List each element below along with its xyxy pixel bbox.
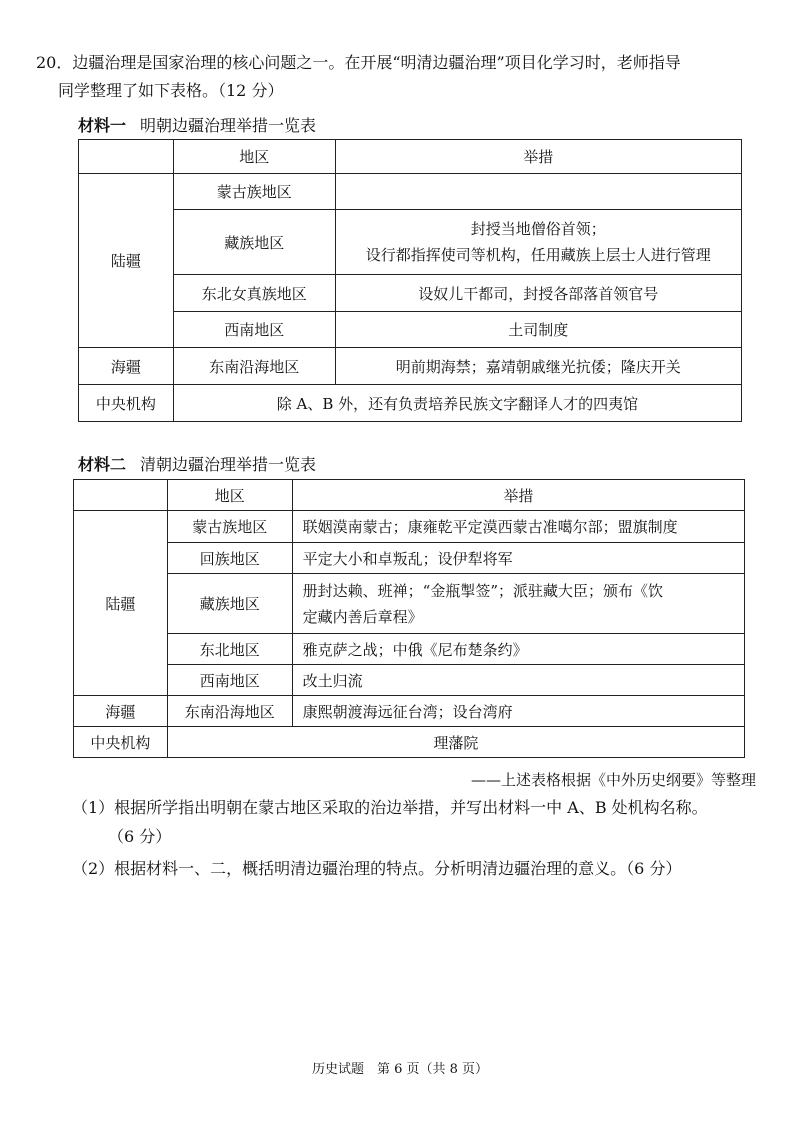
measures-cell: 设奴儿干都司，封授各部落首领官号: [335, 275, 741, 312]
measures-cell: 雅克萨之战；中俄《尼布楚条约》: [292, 634, 744, 665]
region-cell: 东南沿海地区: [167, 696, 292, 727]
region-cell: 藏族地区: [173, 210, 335, 275]
table-row: [74, 543, 745, 574]
measures-cell: [335, 210, 741, 275]
sub-question-1-line1: （1）根据所学指出明朝在蒙古地区采取的治边举措，并写出材料一中 A、B 处机构名称。: [72, 798, 708, 817]
region-cell: 西南地区: [173, 312, 335, 348]
table-row: [79, 174, 742, 210]
sea-frontier-cell: 海疆: [74, 696, 168, 727]
sea-frontier-cell: 海疆: [79, 348, 174, 385]
measures-line: 封授当地僧俗首领；: [470, 220, 606, 238]
region-cell: 西南地区: [167, 665, 292, 696]
sub-question-1-line2: （6 分）: [108, 827, 172, 846]
measures-cell: 康熙朝渡海远征台湾；设台湾府: [292, 696, 744, 727]
header-region: 地区: [173, 140, 335, 174]
table-row: [79, 275, 742, 312]
material1-table: [78, 139, 742, 422]
table-header-row: [79, 140, 742, 174]
material2-title: [78, 452, 316, 475]
region-cell: 东南沿海地区: [173, 348, 335, 385]
table-header-row: [74, 480, 745, 511]
table-row: [74, 634, 745, 665]
measures-line: 定藏内善后章程》: [302, 607, 423, 626]
material2-label: 材料二: [78, 455, 127, 474]
header-blank-cell: [79, 140, 174, 174]
region-cell: 东北女真族地区: [173, 275, 335, 312]
table-row: [74, 665, 745, 696]
page-footer: 历史试题 第 6 页（共 8 页）: [311, 1062, 489, 1077]
table-row: [79, 385, 742, 422]
header-measures: 举措: [335, 140, 741, 174]
measures-line: 册封达赖、班禅；“金瓶掣签”；派驻藏大臣；颁布《饮: [302, 581, 663, 600]
measures-cell: 平定大小和卓叛乱；设伊犁将军: [292, 543, 744, 574]
material1-title: [78, 113, 316, 136]
measures-cell: [292, 574, 744, 634]
measures-cell: 改土归流: [292, 665, 744, 696]
region-cell: 回族地区: [167, 543, 292, 574]
region-cell: 蒙古族地区: [167, 511, 292, 543]
central-measures-cell: 理藩院: [167, 727, 744, 758]
source-note: ——上述表格根据《中外历史纲要》等整理: [470, 771, 756, 789]
central-agency-cell: 中央机构: [79, 385, 174, 422]
measures-cell: 明前期海禁；嘉靖朝戚继光抗倭；隆庆开关: [335, 348, 741, 385]
land-frontier-cell: 陆疆: [74, 511, 168, 696]
question-stem-line2: 同学整理了如下表格。（12 分）: [58, 81, 284, 100]
material1-label: 材料一: [78, 116, 127, 135]
sub-question-2: （2）根据材料一、二，概括明清边疆治理的特点。分析明清边疆治理的意义。（6 分）: [72, 859, 682, 878]
region-cell: 藏族地区: [167, 574, 292, 634]
table-row: [74, 696, 745, 727]
material1-title-text: 明朝边疆治理举措一览表: [140, 116, 317, 135]
table-row: [79, 348, 742, 385]
table-row: [74, 574, 745, 634]
region-cell: 蒙古族地区: [173, 174, 335, 210]
central-agency-cell: 中央机构: [74, 727, 168, 758]
header-blank-cell: [74, 480, 168, 511]
measures-cell: 联姻漠南蒙古；康雍乾平定漠西蒙古准噶尔部；盟旗制度: [292, 511, 744, 543]
central-measures-cell: 除 A、B 外，还有负责培养民族文字翻译人才的四夷馆: [173, 385, 741, 422]
material2-title-text: 清朝边疆治理举措一览表: [140, 455, 317, 474]
measures-cell-blank: [335, 174, 741, 210]
region-cell: 东北地区: [167, 634, 292, 665]
table-row: [74, 511, 745, 543]
question-stem-line1: 20．边疆治理是国家治理的核心问题之一。在开展“明清边疆治理”项目化学习时，老师指导: [36, 53, 681, 72]
header-measures: 举措: [292, 480, 744, 511]
measures-cell: 土司制度: [335, 312, 741, 348]
header-region: 地区: [167, 480, 292, 511]
land-frontier-cell: 陆疆: [79, 174, 174, 348]
table-row: [74, 727, 745, 758]
measures-line: 设行都指挥使司等机构，任用藏族上层士人进行管理: [365, 246, 711, 264]
table-row: [79, 210, 742, 275]
table-row: [79, 312, 742, 348]
material2-table: [73, 479, 745, 758]
